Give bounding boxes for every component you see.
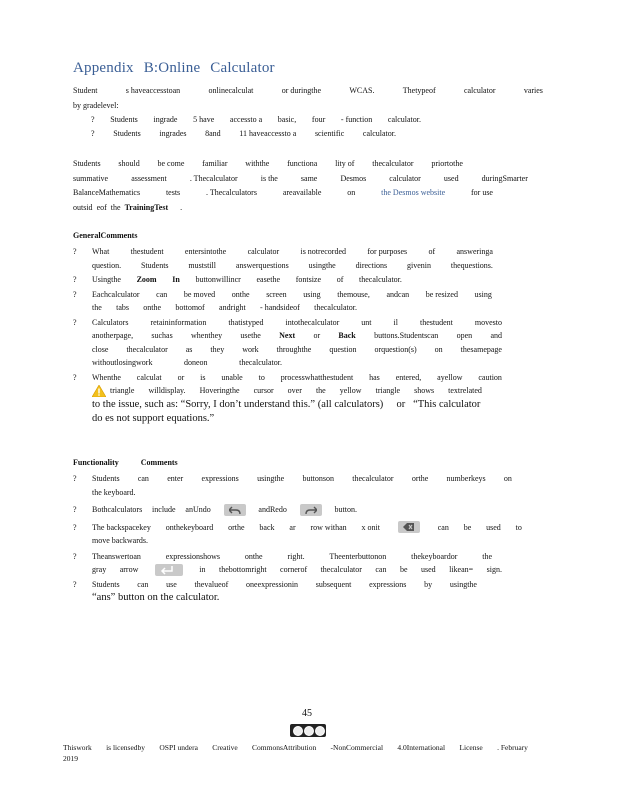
page-title: Appendix B:Online Calculator: [73, 60, 275, 76]
list-item: ? Calculators retaininformation thatistyped intothecalculator unt il thestudent movesto anotherpage, suchas whenthey usethe Next or Back buttons.Studentscan open and close thecalculator as they work throughthe question orquestion(s) on thesamepage withoutlosingwork doneon thecalculator.: [73, 317, 502, 367]
para2-line-4: outsid eof the TrainingTest .: [73, 202, 183, 212]
enter-arrow-icon: [155, 564, 183, 576]
bullet-marker: ?: [91, 115, 95, 124]
familiarity-paragraph: [73, 157, 528, 215]
list-item: ? Students can use thevalueof oneexpressionin subsequent expressions by usingthe “ans” button on the calculator.: [73, 579, 477, 603]
intro-line-2: by gradelevel:: [73, 100, 119, 110]
list-item: ? Whenthe calculat or is unable to processwhatthestudent has entered, ayellow caution triangle willdisplay. Hoveringthe cursor over the yellow triangle shows textrelated to the issue, such as: “Sorry, I don’t understand this.” (all calculators) or “This calculator do es not support equations.”: [73, 372, 502, 424]
desmos-website-link[interactable]: the Desmos website: [381, 188, 446, 197]
training-test-term: TrainingTest: [124, 202, 169, 212]
intro-paragraph: [73, 84, 543, 113]
list-item: ? Students can enter expressions usingthe buttonson thecalculator orthe numberkeys on the keyboard.: [73, 474, 512, 497]
list-item: ? The backspacekey onthekeyboard orthe back ar row withan x onit can be used to move backwards.: [73, 522, 522, 545]
bullet-marker: ?: [91, 129, 95, 138]
list-item: ? Theanswertoan expressionshows onthe right. Theenterbuttonon thekeyboardor the gray arrow in thebottomright cornerof thecalculator can be used likean= sign.: [73, 551, 502, 574]
list-item: ? Usingthe Zoom In buttonwillincr easethe fontsize of thecalculator.: [73, 275, 402, 284]
list-item: ? Bothcalculators include anUndo andRedo button.: [73, 505, 357, 514]
creative-commons-license-icon: [290, 724, 326, 737]
grade-bullet-5: ? Students ingrade 5 have accessto a basic, four - function calculator.: [91, 113, 421, 127]
general-comments-heading: GeneralComments: [73, 231, 138, 240]
functionality-heading: Functionality Comments: [73, 458, 178, 467]
page-number: 45: [302, 708, 312, 719]
general-comments-list: [73, 245, 502, 427]
para2-line-2: summative assessment . Thecalculator is the same Desmos calculator used duringSmarter: [73, 173, 528, 183]
redo-button-icon: [300, 504, 322, 516]
undo-button-icon: [224, 504, 246, 516]
intro-line-1: Student s haveaccesstoan onlinecalculat or duringthe WCAS. Thetypeof calculator varies: [73, 86, 543, 95]
list-item: ? Eachcalculator can be moved onthe screen using themouse, andcan be resized using the tabs onthe bottomof andright - handsideof thecalculator.: [73, 289, 492, 312]
caution-triangle-icon: [92, 385, 106, 397]
para2-line-3: BalanceMathematics tests . Thecalculators areavailable on the Desmos website for use: [73, 186, 493, 201]
list-item: ? What thestudent entersintothe calculator is notrecorded for purposes of answeringa question. Students muststill answerquestions usingthe directions givenin thequestions.: [73, 247, 493, 270]
grade-bullet-8-11: ? Students ingrades 8and 11 haveaccessto a scientific calculator.: [91, 127, 396, 141]
para2-line-1: Students should be come familiar withthe functiona lity of thecalculator priortothe: [73, 159, 463, 168]
backspace-key-icon: [398, 521, 420, 533]
functionality-list: [73, 472, 522, 606]
license-footer: Thiswork is licensedby OSPI undera Creative CommonsAttribution -NonCommercial 4.0International License . February 2019: [63, 743, 528, 763]
grade-bullets: [91, 113, 421, 141]
